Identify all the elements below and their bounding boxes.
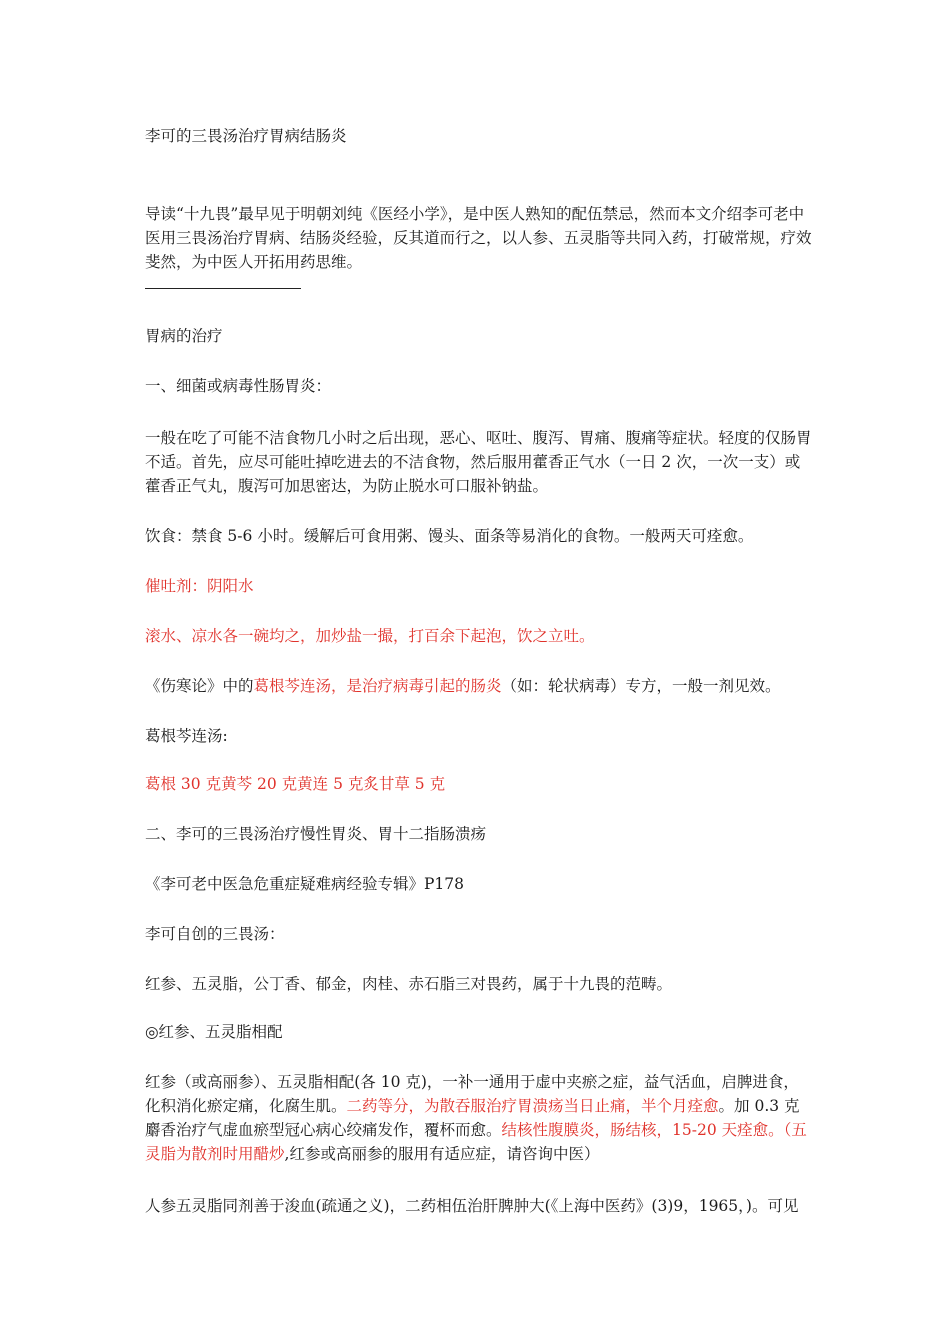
pairing-text-2: 。加 0.3 克麝香治疗气虚血瘀型冠心病心绞痛发作，覆杯而愈。 — [145, 1097, 800, 1139]
heading-sanwei: 二、李可的三畏汤治疗慢性胃炎、胃十二指肠溃疡 — [145, 825, 487, 843]
sanwei-label: 李可自创的三畏汤： — [145, 925, 285, 943]
section-heading-stomach: 胃病的治疗 — [145, 327, 223, 345]
pairing-highlight-1: 二药等分，为散吞服治疗胃溃疡当日止痛，半个月痊愈 — [346, 1097, 719, 1115]
shanghan-pre-text: 《伤寒论》中的 — [145, 677, 254, 695]
source-book: 《李可老中医急危重症疑难病经验专辑》P178 — [145, 875, 465, 893]
gegen-label: 葛根芩连汤: — [145, 727, 228, 745]
shanghan-highlight: 葛根芩连汤，是治疗病毒引起的肠炎 — [253, 677, 502, 695]
heading-gastroenteritis: 一、细菌或病毒性肠胃炎： — [145, 377, 332, 395]
emetic-recipe: 滚水、凉水各一碗均之，加炒盐一撮，打百余下起泡，饮之立吐。 — [145, 627, 595, 645]
pairing-title: ◎红参、五灵脂相配 — [145, 1023, 283, 1041]
pairing-text-3: ,红参或高丽参的服用有适应症，请咨询中医） — [284, 1145, 600, 1163]
intro-paragraph: 导读“十九畏”最早见于明朝刘纯《医经小学》，是中医人熟知的配伍禁忌，然而本文介绍李可老中医用三畏汤治疗胃病、结肠炎经验，反其道而行之，以人参、五灵脂等共同入药，打破常规，疗效斐然，为中医人开拓用药思维。 — [145, 205, 812, 271]
last-paragraph: 人参五灵脂同剂善于浚血(疏通之义)，二药相伍治肝脾肿大(《上海中医药》(3)9，1965，)。可见 — [145, 1197, 799, 1215]
document-title: 李可的三畏汤治疗胃病结肠炎 — [145, 127, 347, 145]
emetic-title: 催吐剂：阴阳水 — [145, 577, 254, 595]
gegen-recipe: 葛根 30 克黄芩 20 克黄连 5 克炙甘草 5 克 — [145, 775, 446, 793]
symptoms-paragraph: 一般在吃了可能不洁食物几小时之后出现，恶心、呕吐、腹泻、胃痛、腹痛等症状。轻度的仅肠胃不适。首先，应尽可能吐掉吃进去的不洁食物，然后服用藿香正气水（一日 2 次，一次一支）或藿香正气丸，腹泻可加思密达，为防止脱水可口服补钠盐。 — [145, 429, 812, 495]
pairing-text-1: 红参（或高丽参）、五灵脂相配(各 10 克)，一补一通用于虚中夹瘀之症，益气活血，启脾进食，化积消化瘀定痛，化腐生肌。 — [145, 1073, 799, 1115]
pairing-highlight-2: 结核性腹膜炎，肠结核，15-20 天痊愈。（五灵脂为散剂时用醋炒 — [145, 1121, 807, 1163]
sanwei-ingredients: 红参、五灵脂，公丁香、郁金，肉桂、赤石脂三对畏药，属于十九畏的范畴。 — [145, 975, 673, 993]
shanghan-post-text: （如：轮状病毒）专方，一般一剂见效。 — [501, 677, 781, 695]
divider-line — [145, 288, 301, 289]
shanghan-paragraph — [145, 674, 813, 698]
diet-paragraph: 饮食：禁食 5-6 小时。缓解后可食用粥、馒头、面条等易消化的食物。一般两天可痊愈。 — [145, 527, 754, 545]
pairing-paragraph — [145, 1070, 813, 1166]
